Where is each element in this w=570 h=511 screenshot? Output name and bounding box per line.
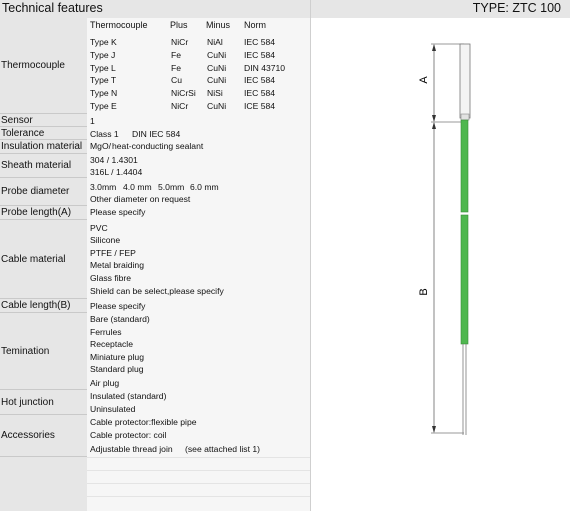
label-thermocouple: Thermocouple: [0, 18, 87, 114]
table-cell: NiCr: [171, 101, 189, 111]
table-cell: CuNi: [207, 50, 227, 60]
cable-pvc: PVC: [90, 223, 108, 233]
label-cable-length: Cable length(B): [0, 299, 87, 313]
label-sheath-material: Sheath material: [0, 154, 87, 178]
table-cell: ICE 584: [244, 101, 276, 111]
tolerance-norm: DIN IEC 584: [132, 129, 181, 139]
cable-segment-lower: [461, 215, 468, 344]
section-title: Technical features: [2, 1, 103, 15]
table-cell: IEC 584: [244, 50, 276, 60]
table-cell: IEC 584: [244, 75, 276, 85]
table-cell: Type N: [90, 88, 118, 98]
table-cell: CuNi: [207, 75, 227, 85]
type-label: TYPE: ZTC 100: [472, 1, 561, 15]
termination-air-plug: Air plug: [90, 378, 120, 388]
diameter-3mm: 3.0mm: [90, 182, 117, 192]
cable-shield: Shield can be select,please specify: [90, 286, 224, 296]
header-bar: [0, 0, 570, 19]
table-cell: IEC 584: [244, 37, 276, 47]
table-cell: CuNi: [207, 101, 227, 111]
table-cell: Type E: [90, 101, 117, 111]
label-probe-length: Probe length(A): [0, 206, 87, 220]
table-cell: CuNi: [207, 63, 227, 73]
table-header-plus: Plus: [170, 20, 188, 30]
row-divider: [87, 483, 310, 484]
termination-bare: Bare (standard): [90, 314, 150, 324]
sheath-316l: 316L / 1.4404: [90, 167, 143, 177]
termination-standard-plug: Standard plug: [90, 364, 144, 374]
insulation-mgo: MgO/: [90, 141, 112, 151]
table-cell: Fe: [171, 63, 182, 73]
sensor-value: 1: [90, 116, 95, 126]
row-divider: [87, 470, 310, 471]
table-header-minus: Minus: [206, 20, 231, 30]
diameter-5mm: 5.0mm: [158, 182, 185, 192]
cable-length-value: Please specify: [90, 301, 146, 311]
label-accessories: Accessories: [0, 415, 87, 457]
dimension-label-a: A: [418, 76, 430, 84]
table-cell: NiAl: [207, 37, 223, 47]
label-cable-material: Cable material: [0, 220, 87, 299]
hot-junction-insulated: Insulated (standard): [90, 391, 167, 401]
table-cell: DIN 43710: [244, 63, 286, 73]
dimension-label-b: B: [418, 288, 430, 296]
accessory-thread-join: Adjustable thread join: [90, 444, 173, 454]
table-cell: IEC 584: [244, 88, 276, 98]
table-header-thermocouple: Thermocouple: [90, 20, 148, 30]
cable-ptfe-fep: PTFE / FEP: [90, 248, 136, 258]
cable-metal-braiding: Metal braiding: [90, 260, 144, 270]
table-cell: Fe: [171, 50, 182, 60]
table-cell: NiCr: [171, 37, 189, 47]
row-divider: [87, 496, 310, 497]
table-cell: NiSi: [207, 88, 223, 98]
tolerance-class: Class 1: [90, 129, 119, 139]
table-cell: Type K: [90, 37, 117, 47]
hot-junction-uninsulated: Uninsulated: [90, 404, 136, 414]
termination-miniature-plug: Miniature plug: [90, 352, 144, 362]
label-probe-diameter: Probe diameter: [0, 178, 87, 206]
table-cell: Type T: [90, 75, 117, 85]
accessory-coil: Cable protector: coil: [90, 430, 167, 440]
label-tolerance: Tolerance: [0, 127, 87, 140]
probe-sheath: [460, 44, 470, 118]
label-sensor: Sensor: [0, 114, 87, 127]
probe-collar: [461, 114, 469, 120]
accessory-thread-join-note: (see attached list 1): [185, 444, 260, 454]
insulation-sealant: heat-conducting sealant: [112, 141, 204, 151]
label-insulation-material: Insulation material: [0, 140, 87, 154]
table-cell: Type J: [90, 50, 116, 60]
diameter-4mm: 4.0 mm: [123, 182, 152, 192]
probe-length-value: Please specify: [90, 207, 146, 217]
table-header-norm: Norm: [244, 20, 266, 30]
accessory-flexible-pipe: Cable protector:flexible pipe: [90, 417, 197, 427]
termination-receptacle: Receptacle: [90, 339, 133, 349]
label-termination: Temination: [0, 313, 87, 390]
diameter-other: Other diameter on request: [90, 194, 191, 204]
table-cell: Type L: [90, 63, 116, 73]
cable-silicone: Silicone: [90, 235, 121, 245]
termination-ferrules: Ferrules: [90, 327, 122, 337]
cable-segment-upper: [461, 120, 468, 212]
table-cell: NiCrSi: [171, 88, 196, 98]
cable-glass-fibre: Glass fibre: [90, 273, 132, 283]
label-hot-junction: Hot junction: [0, 390, 87, 415]
table-cell: Cu: [171, 75, 182, 85]
diameter-6mm: 6.0 mm: [190, 182, 219, 192]
sheath-304: 304 / 1.4301: [90, 155, 138, 165]
probe-drawing: [311, 18, 570, 511]
row-divider: [87, 457, 310, 458]
